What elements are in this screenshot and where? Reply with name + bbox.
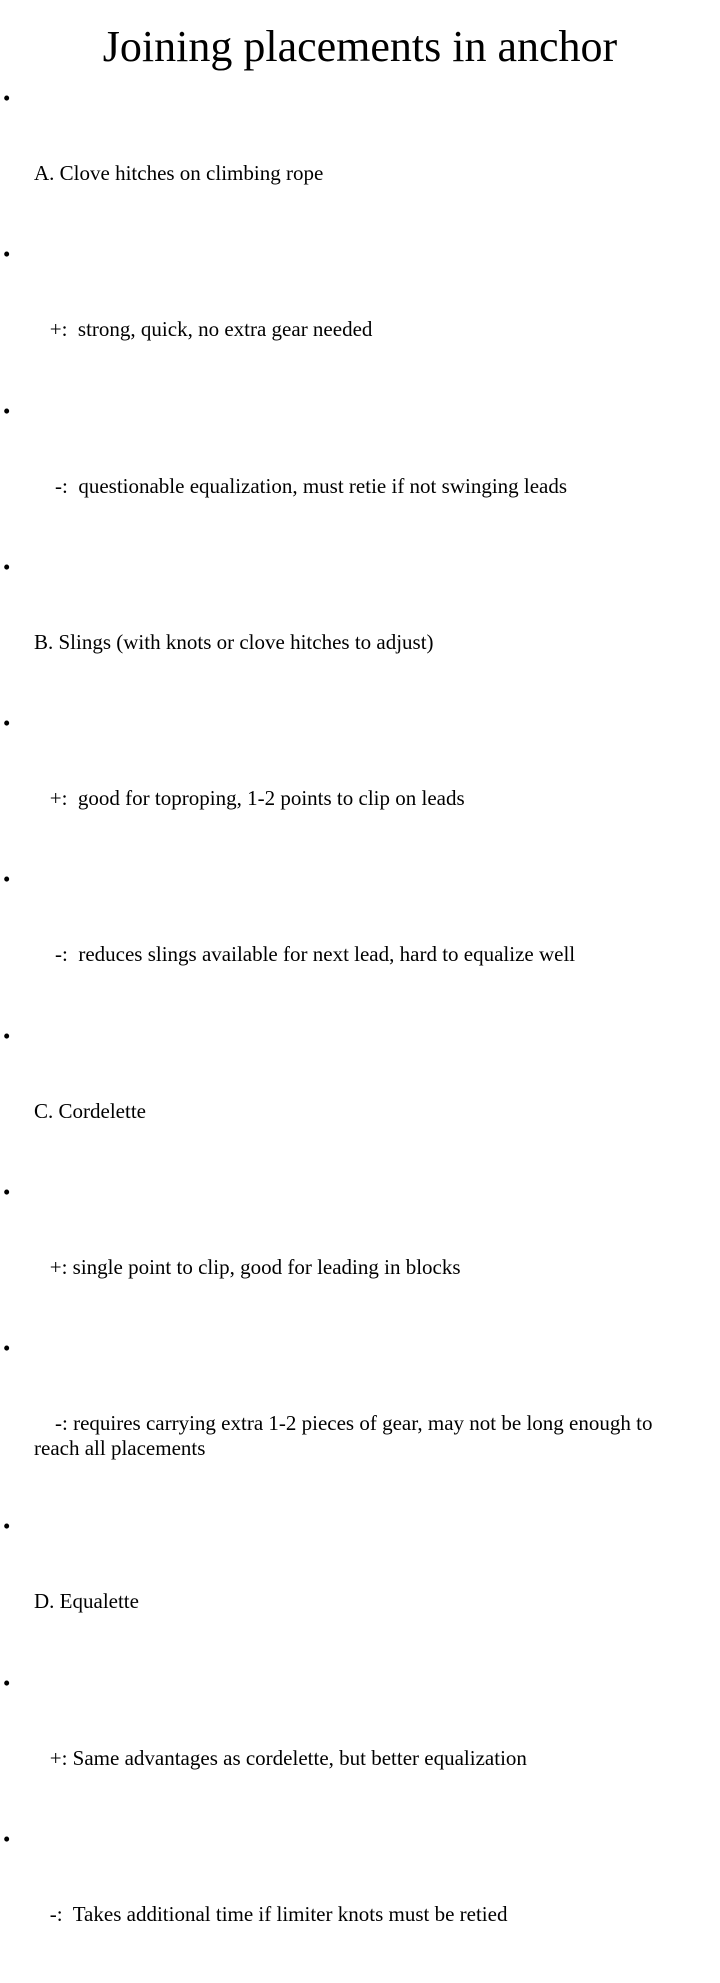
- bullet-item: [0, 867, 700, 1017]
- slide-title: Joining placements in anchor: [102, 22, 618, 71]
- bullet-item: [0, 399, 700, 549]
- bullet-item: [0, 711, 700, 861]
- bullet-text: C. Cordelette: [34, 1098, 146, 1123]
- bullet-text: -: questionable equalization, must retie if not swinging leads: [34, 473, 568, 498]
- bullet-text: +: Same advantages as cordelette, but better equalization: [34, 1745, 527, 1770]
- bullet-text: -: requires carrying extra 1-2 pieces of gear, may not be long enough to reach all placements: [34, 1411, 658, 1461]
- bullet-item: [0, 1514, 700, 1664]
- bullet-text: +: single point to clip, good for leading in blocks: [34, 1255, 461, 1280]
- bullet-item: [0, 1336, 700, 1511]
- bullet-icon: •: [3, 398, 11, 423]
- bullet-icon: •: [3, 1514, 11, 1539]
- bullet-text: B. Slings (with knots or clove hitches to adjust): [34, 629, 434, 654]
- bullet-icon: •: [3, 1826, 11, 1851]
- bullet-item: [0, 86, 700, 236]
- bullet-text: D. Equalette: [34, 1589, 139, 1614]
- bullet-icon: •: [3, 1336, 11, 1361]
- bullet-text: +: good for toproping, 1-2 points to clip on leads: [34, 786, 465, 811]
- bullet-icon: •: [3, 554, 11, 579]
- bullet-item: [0, 242, 700, 392]
- bullet-item: [0, 1671, 700, 1821]
- bullet-text: -: reduces slings available for next lead, hard to equalize well: [34, 942, 576, 967]
- bullet-icon: •: [3, 1180, 11, 1205]
- bullet-icon: •: [3, 1023, 11, 1048]
- bullet-item: [0, 1827, 700, 1977]
- bullet-item: [0, 555, 700, 705]
- bullet-item: [0, 1180, 700, 1330]
- bullet-text: A. Clove hitches on climbing rope: [34, 161, 324, 185]
- bullet-text: -: Takes additional time if limiter knots must be retied: [34, 1901, 508, 1926]
- bullet-icon: •: [3, 711, 11, 736]
- bullet-icon: •: [3, 242, 11, 267]
- bullet-icon: •: [3, 1670, 11, 1695]
- bullet-list: [0, 86, 700, 1983]
- bullet-icon: •: [3, 86, 11, 110]
- bullet-icon: •: [3, 867, 11, 892]
- bullet-text: +: strong, quick, no extra gear needed: [34, 317, 373, 342]
- bullet-item: [0, 1024, 700, 1174]
